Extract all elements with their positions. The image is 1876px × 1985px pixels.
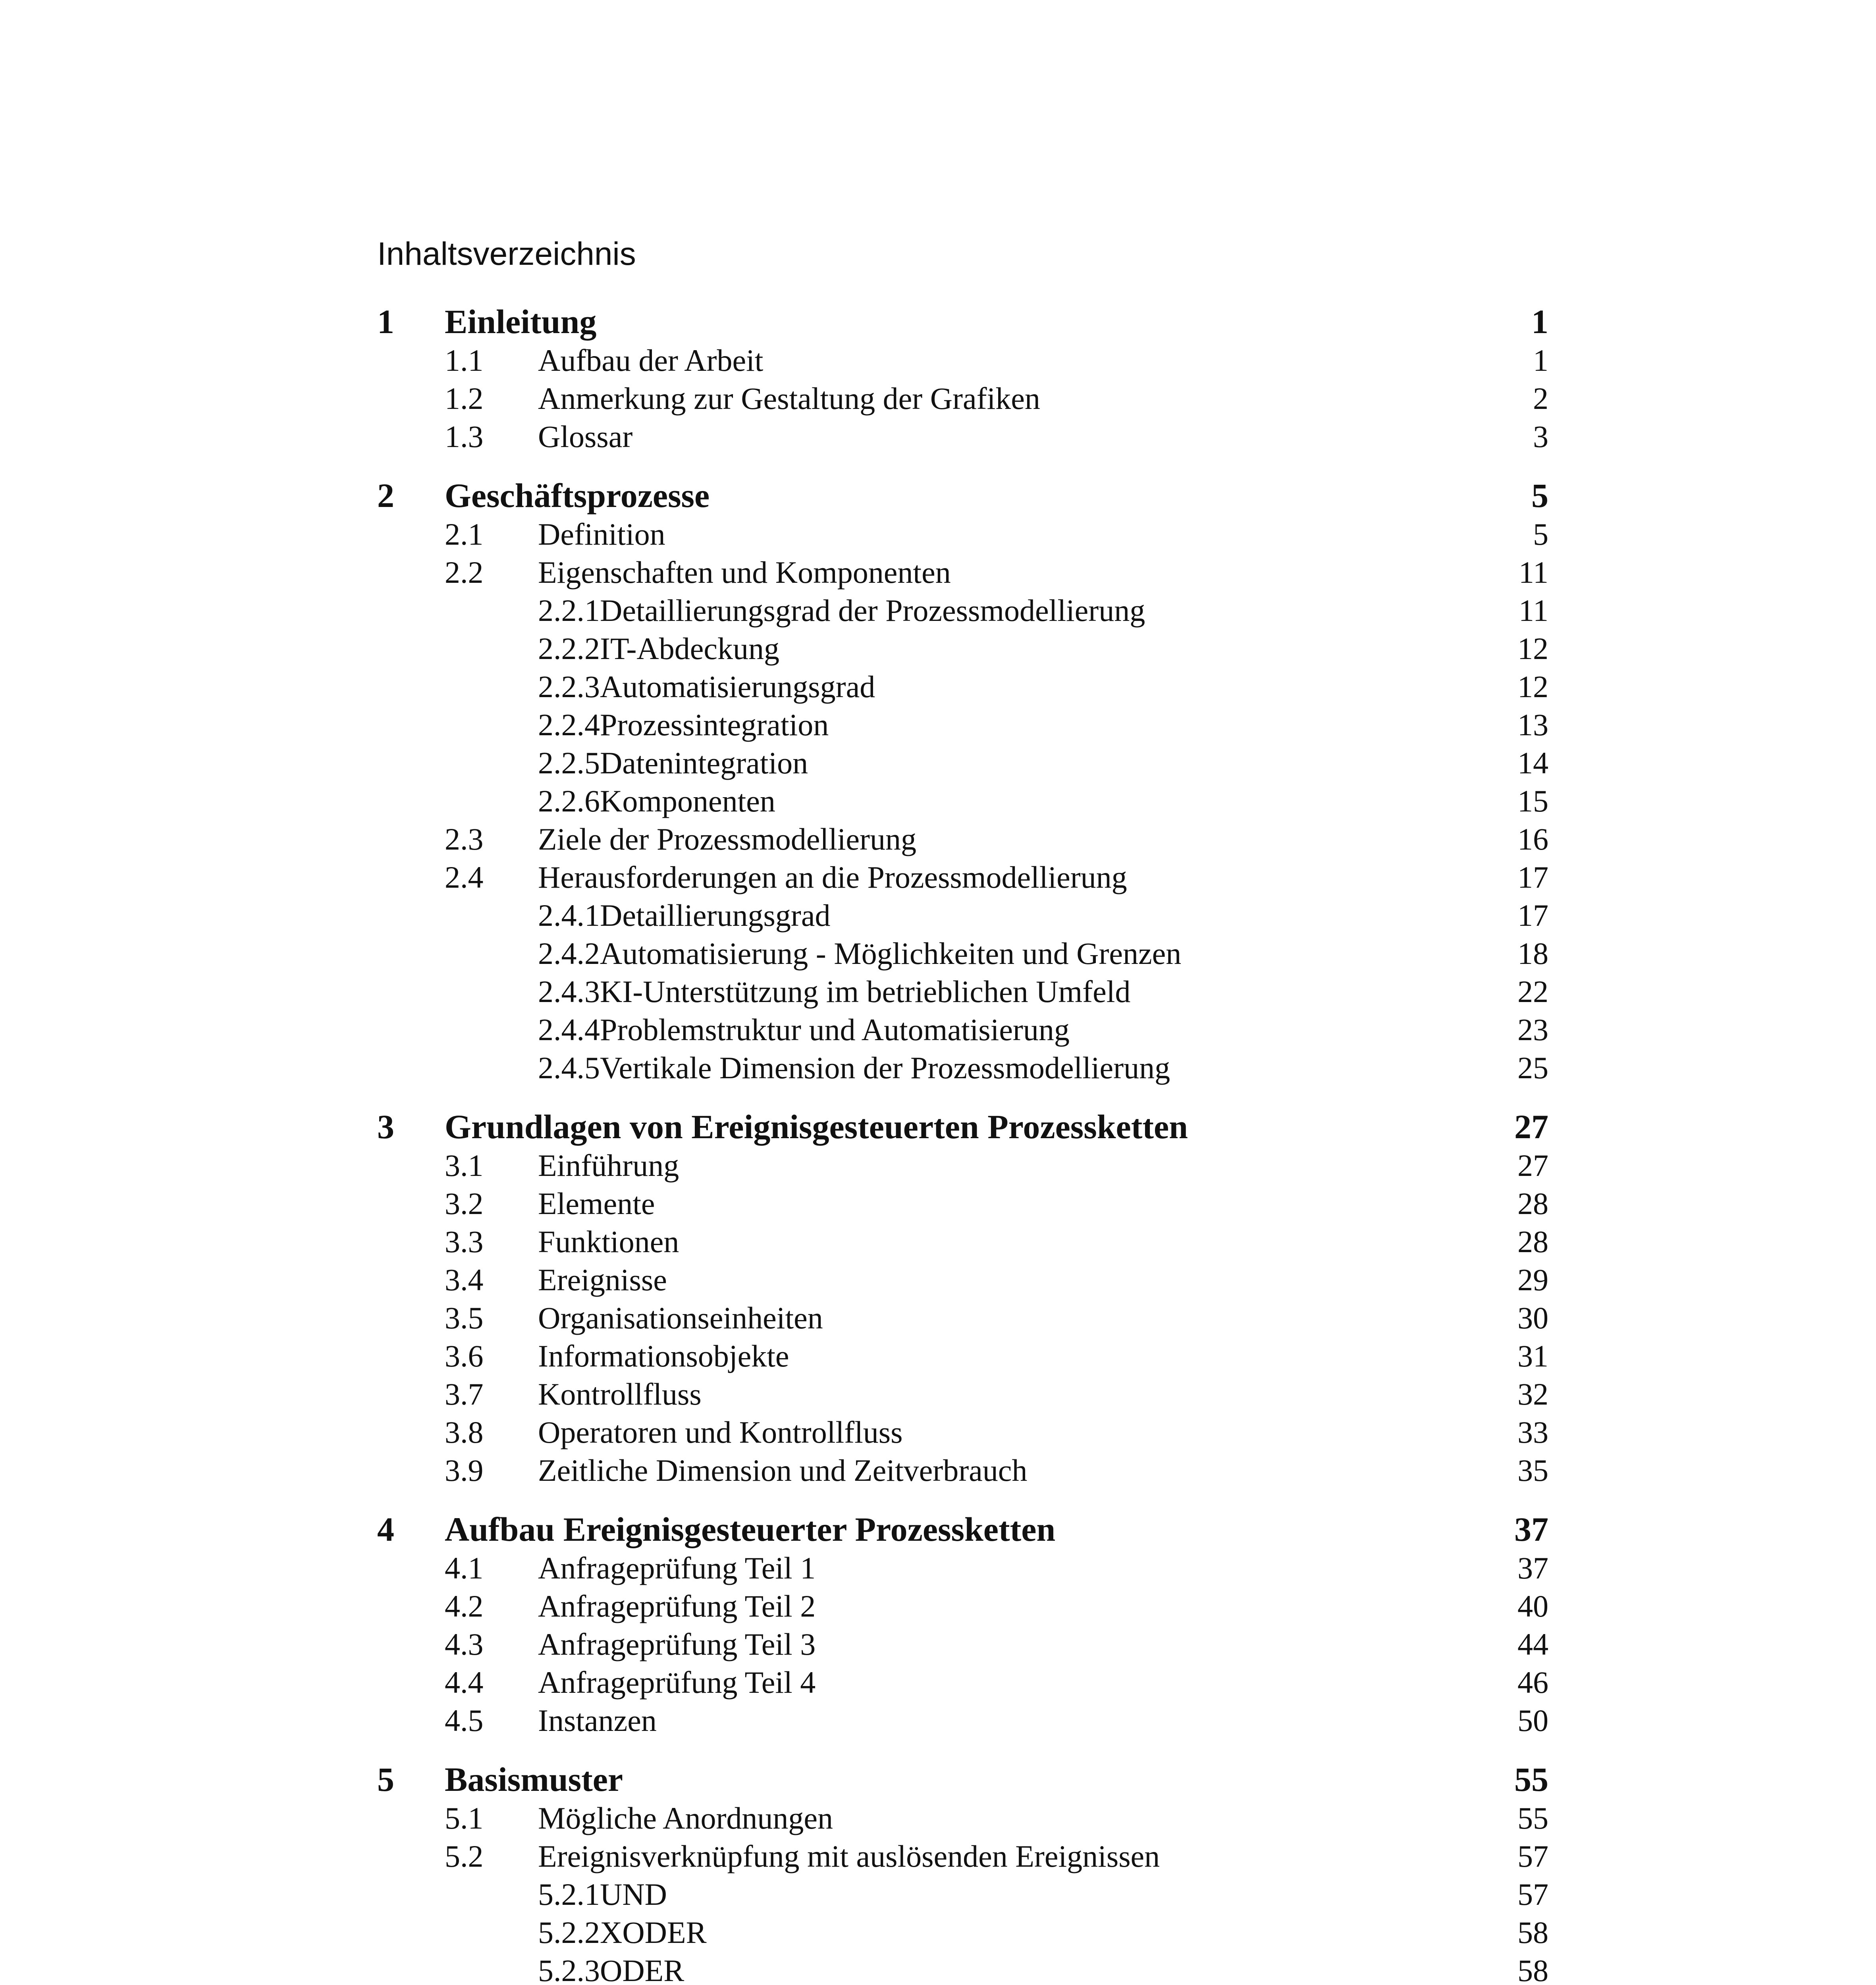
toc-entry-title: Geschäftsprozesse (445, 476, 710, 515)
toc-entry-3-9[interactable] (377, 1451, 1548, 1490)
toc-entry-label (538, 592, 1145, 630)
toc-entry-page-number: 5 (1531, 476, 1548, 515)
toc-entry-number: 2.2.5 (538, 746, 600, 780)
toc-entry-label (538, 1875, 667, 1914)
toc-entry-page-number: 31 (1517, 1339, 1548, 1373)
toc-entry-2-2-4[interactable] (377, 706, 1548, 744)
toc-entry-page-number: 12 (1517, 669, 1548, 704)
toc-entry-2-4-4[interactable] (377, 1011, 1548, 1049)
toc-entry-3-2[interactable] (377, 1185, 1548, 1223)
toc-entry-page-number: 40 (1517, 1589, 1548, 1623)
toc-entry-number: 3.7 (445, 1377, 484, 1411)
toc-entry-title: Ziele der Prozessmodellierung (538, 822, 917, 856)
toc-entry-label (538, 935, 1181, 973)
toc-entry-1-3[interactable] (377, 418, 1548, 456)
toc-entry-title: Zeitliche Dimension und Zeitverbrauch (538, 1453, 1028, 1488)
toc-entry-3-5[interactable] (377, 1299, 1548, 1337)
toc-entry-5[interactable] (377, 1760, 1548, 1799)
toc-entry-page-number: 11 (1518, 555, 1548, 590)
toc-entry-number: 3.1 (445, 1148, 484, 1183)
toc-entry-1[interactable] (377, 302, 1548, 341)
toc-entry-title: Anfrageprüfung Teil 1 (538, 1551, 816, 1585)
toc-entry-number: 2.4.4 (538, 1012, 600, 1047)
toc-entry-3[interactable] (377, 1107, 1548, 1147)
toc-entry-2-4-2[interactable] (377, 935, 1548, 973)
toc-entry-page-number: 2 (1533, 381, 1548, 416)
toc-entry-title: UND (600, 1877, 667, 1912)
toc-entry-2-2-1[interactable] (377, 592, 1548, 630)
toc-entry-number: 2.1 (445, 517, 484, 551)
toc-entry-number: 4 (377, 1510, 394, 1548)
toc-entry-2-4-1[interactable] (377, 896, 1548, 935)
toc-entry-title: ODER (600, 1953, 684, 1985)
toc-entry-number: 1 (377, 303, 394, 341)
toc-entry-number: 2.2.4 (538, 707, 600, 742)
toc-entry-title: Instanzen (538, 1703, 657, 1738)
toc-entry-2-2[interactable] (377, 553, 1548, 592)
toc-entry-title: Grundlagen von Ereignisgesteuerten Prozessketten (445, 1108, 1188, 1146)
toc-entry-number: 3.5 (445, 1301, 484, 1335)
toc-entry-page-number: 15 (1517, 784, 1548, 818)
toc-entry-title: Automatisierung - Möglichkeiten und Grenzen (600, 936, 1182, 971)
toc-entry-title: Glossar (538, 419, 633, 454)
toc-entry-label (538, 706, 829, 744)
toc-entry-page-number: 46 (1517, 1665, 1548, 1700)
toc-entry-title: Anfrageprüfung Teil 4 (538, 1665, 816, 1700)
toc-entry-label (538, 668, 875, 706)
toc-entry-page-number: 11 (1518, 593, 1548, 628)
toc-entry-2-2-6[interactable] (377, 782, 1548, 820)
toc-entry-page-number: 55 (1514, 1760, 1548, 1798)
toc-entry-title: Aufbau Ereignisgesteuerter Prozessketten (445, 1510, 1056, 1548)
toc-entry-page-number: 1 (1533, 343, 1548, 378)
toc-entry-page-number: 14 (1517, 746, 1548, 780)
toc-entry-1-2[interactable] (377, 380, 1548, 418)
toc-entry-page-number: 57 (1517, 1839, 1548, 1873)
toc-entry-label (538, 782, 775, 820)
toc-entry-title: Anfrageprüfung Teil 2 (538, 1589, 816, 1623)
toc-entry-number: 5 (377, 1760, 394, 1798)
toc-entry-title: XODER (600, 1915, 707, 1950)
toc-entry-page-number: 37 (1517, 1551, 1548, 1585)
toc-entry-number: 4.4 (445, 1665, 484, 1700)
toc-entry-number: 5.2.2 (538, 1915, 600, 1950)
toc-entry-number: 5.2.1 (538, 1877, 600, 1912)
toc-entry-title: Detaillierungsgrad (600, 898, 831, 933)
toc-entry-3-4[interactable] (377, 1261, 1548, 1299)
toc-entry-5-1[interactable] (377, 1799, 1548, 1837)
toc-entry-number: 1.3 (445, 419, 484, 454)
toc-entry-title: Kontrollfluss (538, 1377, 702, 1411)
toc-entry-1-1[interactable] (377, 341, 1548, 380)
toc-entry-page-number: 12 (1517, 631, 1548, 666)
toc-entry-page-number: 25 (1517, 1050, 1548, 1085)
toc-entry-title: Operatoren und Kontrollfluss (538, 1415, 903, 1449)
toc-entry-2-2-5[interactable] (377, 744, 1548, 782)
toc-entry-number: 3.9 (445, 1453, 484, 1488)
toc-entry-4-2[interactable] (377, 1587, 1548, 1625)
toc-entry-2-4[interactable] (377, 858, 1548, 896)
toc-entry-page-number: 57 (1517, 1877, 1548, 1912)
toc-entry-page-number: 16 (1517, 822, 1548, 856)
toc-entry-number: 4.2 (445, 1589, 484, 1623)
table-of-contents (377, 302, 1548, 1985)
toc-entry-page-number: 58 (1517, 1915, 1548, 1950)
toc-entry-4-3[interactable] (377, 1625, 1548, 1663)
toc-entry-title: Automatisierungsgrad (600, 669, 875, 704)
toc-entry-title: Anmerkung zur Gestaltung der Grafiken (538, 381, 1040, 416)
toc-entry-page-number: 5 (1533, 517, 1548, 551)
toc-entry-number: 3.4 (445, 1262, 484, 1297)
toc-heading: Inhaltsverzeichnis (377, 236, 636, 272)
toc-entry-title: Organisationseinheiten (538, 1301, 823, 1335)
toc-entry-page-number: 28 (1517, 1186, 1548, 1221)
toc-entry-number: 2 (377, 476, 394, 515)
toc-entry-title: Definition (538, 517, 665, 551)
toc-entry-number: 4.1 (445, 1551, 484, 1585)
toc-entry-5-2-1[interactable] (377, 1875, 1548, 1914)
toc-entry-title: Ereignisse (538, 1262, 667, 1297)
toc-entry-page-number: 18 (1517, 936, 1548, 971)
toc-entry-title: Funktionen (538, 1224, 679, 1259)
toc-entry-title: Aufbau der Arbeit (538, 343, 764, 378)
toc-entry-page-number: 17 (1517, 898, 1548, 933)
toc-entry-title: Problemstruktur und Automatisierung (600, 1012, 1070, 1047)
toc-entry-label (538, 1914, 707, 1952)
toc-entry-3-6[interactable] (377, 1337, 1548, 1375)
toc-entry-number: 3.2 (445, 1186, 484, 1221)
toc-entry-5-2[interactable] (377, 1837, 1548, 1875)
toc-entry-2-4-5[interactable] (377, 1049, 1548, 1087)
toc-entry-title: Mögliche Anordnungen (538, 1801, 833, 1835)
toc-entry-4-1[interactable] (377, 1549, 1548, 1587)
toc-entry-number: 2.4.5 (538, 1050, 600, 1085)
toc-entry-2-1[interactable] (377, 515, 1548, 553)
toc-entry-2[interactable] (377, 476, 1548, 515)
toc-entry-title: KI-Unterstützung im betrieblichen Umfeld (600, 974, 1131, 1009)
toc-entry-page-number: 27 (1517, 1148, 1548, 1183)
toc-entry-number: 4.3 (445, 1627, 484, 1661)
toc-entry-label (538, 1952, 684, 1985)
toc-entry-number: 1.2 (445, 381, 484, 416)
toc-entry-page-number: 3 (1533, 419, 1548, 454)
toc-entry-page-number: 44 (1517, 1627, 1548, 1661)
toc-entry-3-7[interactable] (377, 1375, 1548, 1413)
toc-entry-4-5[interactable] (377, 1702, 1548, 1740)
toc-entry-2-2-2[interactable] (377, 630, 1548, 668)
toc-entry-number: 5.2 (445, 1839, 484, 1873)
toc-entry-title: Prozessintegration (600, 707, 829, 742)
toc-entry-page-number: 35 (1517, 1453, 1548, 1488)
toc-entry-title: Ereignisverknüpfung mit auslösenden Ereignissen (538, 1839, 1160, 1873)
toc-entry-number: 2.2.3 (538, 669, 600, 704)
toc-entry-number: 4.5 (445, 1703, 484, 1738)
toc-entry-number: 3.3 (445, 1224, 484, 1259)
toc-entry-page-number: 13 (1517, 707, 1548, 742)
toc-entry-title: Detaillierungsgrad der Prozessmodellierung (600, 593, 1145, 628)
toc-entry-number: 3 (377, 1108, 394, 1146)
toc-entry-title: Datenintegration (600, 746, 808, 780)
toc-entry-label (538, 630, 779, 668)
toc-entry-number: 5.2.3 (538, 1953, 600, 1985)
toc-entry-number: 2.4.1 (538, 898, 600, 933)
toc-entry-title: IT-Abdeckung (600, 631, 780, 666)
toc-entry-title: Elemente (538, 1186, 655, 1221)
toc-entry-page-number: 28 (1517, 1224, 1548, 1259)
toc-entry-page-number: 23 (1517, 1012, 1548, 1047)
toc-entry-2-3[interactable] (377, 820, 1548, 858)
toc-entry-title: Anfrageprüfung Teil 3 (538, 1627, 816, 1661)
toc-entry-number: 2.3 (445, 822, 484, 856)
toc-entry-3-1[interactable] (377, 1147, 1548, 1185)
toc-entry-title: Komponenten (600, 784, 775, 818)
toc-entry-number: 2.4.2 (538, 936, 600, 971)
toc-entry-number: 2.2.2 (538, 631, 600, 666)
toc-entry-page-number: 33 (1517, 1415, 1548, 1449)
toc-entry-number: 2.2 (445, 555, 484, 590)
toc-entry-page-number: 22 (1517, 974, 1548, 1009)
toc-entry-title: Eigenschaften und Komponenten (538, 555, 951, 590)
toc-entry-label (538, 896, 830, 935)
toc-entry-5-2-2[interactable] (377, 1914, 1548, 1952)
toc-entry-title: Vertikale Dimension der Prozessmodellierung (600, 1050, 1170, 1085)
toc-entry-title: Informationsobjekte (538, 1339, 789, 1373)
toc-entry-title: Basismuster (445, 1760, 623, 1798)
toc-entry-label (538, 744, 808, 782)
toc-entry-number: 2.4.3 (538, 974, 600, 1009)
toc-entry-page-number: 58 (1517, 1953, 1548, 1985)
toc-entry-label (538, 973, 1130, 1011)
toc-entry-title: Einleitung (445, 303, 597, 341)
toc-entry-3-3[interactable] (377, 1223, 1548, 1261)
toc-entry-number: 2.4 (445, 860, 484, 894)
toc-entry-page-number: 32 (1517, 1377, 1548, 1411)
toc-entry-page-number: 55 (1517, 1801, 1548, 1835)
toc-entry-2-4-3[interactable] (377, 973, 1548, 1011)
toc-entry-3-8[interactable] (377, 1413, 1548, 1451)
toc-entry-title: Herausforderungen an die Prozessmodellierung (538, 860, 1127, 894)
toc-entry-number: 2.2.1 (538, 593, 600, 628)
toc-entry-page-number: 1 (1531, 303, 1548, 341)
toc-entry-page-number: 30 (1517, 1301, 1548, 1335)
toc-entry-title: Einführung (538, 1148, 679, 1183)
toc-entry-page-number: 17 (1517, 860, 1548, 894)
toc-entry-number: 2.2.6 (538, 784, 600, 818)
toc-entry-page-number: 50 (1517, 1703, 1548, 1738)
toc-entry-5-2-3[interactable] (377, 1952, 1548, 1985)
toc-entry-4[interactable] (377, 1509, 1548, 1549)
toc-entry-number: 1.1 (445, 343, 484, 378)
toc-entry-label (538, 1011, 1070, 1049)
toc-entry-number: 5.1 (445, 1801, 484, 1835)
toc-entry-label (538, 1049, 1170, 1087)
toc-entry-number: 3.8 (445, 1415, 484, 1449)
toc-entry-2-2-3[interactable] (377, 668, 1548, 706)
toc-entry-4-4[interactable] (377, 1663, 1548, 1702)
toc-entry-page-number: 27 (1514, 1108, 1548, 1146)
toc-entry-page-number: 29 (1517, 1262, 1548, 1297)
toc-entry-page-number: 37 (1514, 1510, 1548, 1548)
toc-entry-number: 3.6 (445, 1339, 484, 1373)
